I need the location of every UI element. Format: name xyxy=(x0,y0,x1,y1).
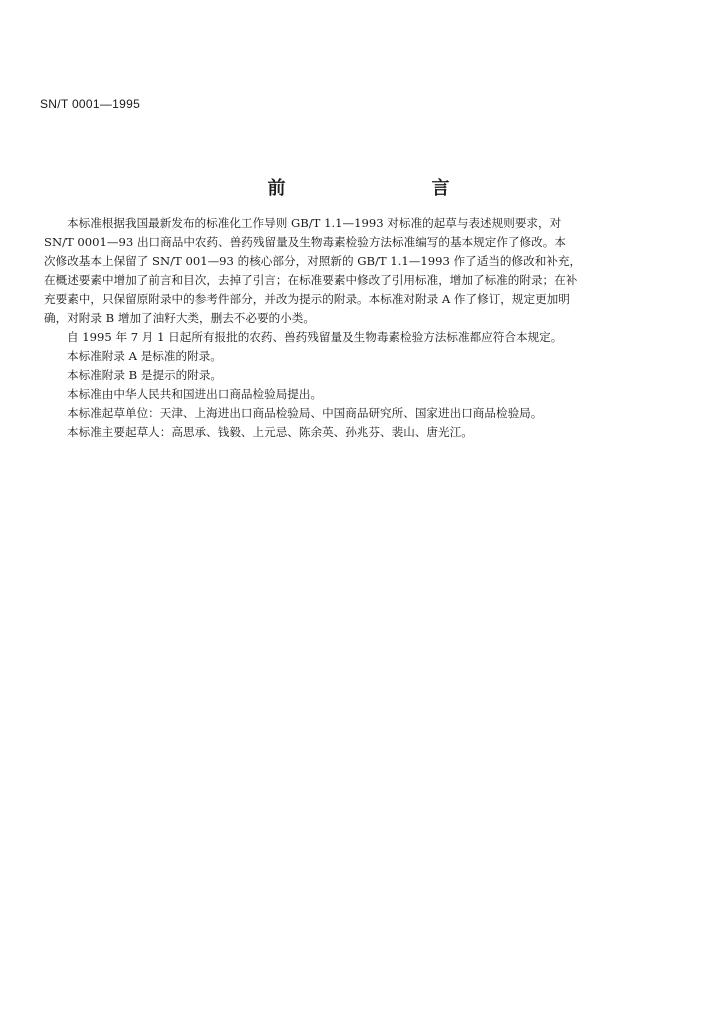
text-line: 本标准根据我国最新发布的标准化工作导则 GB/T 1.1—1993 对标准的起草与表述规则要求，对 xyxy=(67,216,562,230)
text-line: 本标准由中华人民共和国进出口商品检验局提出。 xyxy=(67,387,323,401)
text-line: 充要素中，只保留原附录中的参考件部分，并改为提示的附录。本标准对附录 A 作了修订，规定更加明 xyxy=(44,292,570,306)
text-line: 本标准起草单位：天津、上海进出口商品检验局、中国商品研究所、国家进出口商品检验局。 xyxy=(67,406,543,420)
document-code: SN/T 0001—1995 xyxy=(40,97,141,111)
paragraph-effective-date xyxy=(44,328,636,347)
paragraph-drafters xyxy=(44,423,636,442)
page-title: 前 言 xyxy=(267,178,514,199)
text-line: 确，对附录 B 增加了油籽大类，删去不必要的小类。 xyxy=(44,311,315,325)
text-line: 次修改基本上保留了 SN/T 001—93 的核心部分，对照新的 GB/T 1.1—1993 作了适当的修改和补充， xyxy=(44,254,582,268)
paragraph-revision-summary xyxy=(44,214,636,328)
text-line: 自 1995 年 7 月 1 日起所有报批的农药、兽药残留量及生物毒素检验方法标准都应符合本规定。 xyxy=(67,330,563,344)
text-line: 本标准主要起草人：高思承、钱毅、上元忌、陈余英、孙兆芬、裴山、唐光江。 xyxy=(67,425,473,439)
paragraph-annex-a xyxy=(44,347,636,366)
text-line: SN/T 0001—93 出口商品中农药、兽药残留量及生物毒素检验方法标准编写的基本规定作了修改。本 xyxy=(44,235,566,249)
paragraph-annex-b xyxy=(44,366,636,385)
paragraph-proposer xyxy=(44,385,636,404)
text-line: 本标准附录 B 是提示的附录。 xyxy=(67,368,223,382)
paragraph-drafting-units xyxy=(44,404,636,423)
text-line: 在概述要素中增加了前言和目次，去掉了引言；在标准要素中修改了引用标准，增加了标准的附录；在补 xyxy=(44,273,578,287)
text-line: 本标准附录 A 是标准的附录。 xyxy=(67,349,222,363)
foreword-body xyxy=(44,214,636,442)
